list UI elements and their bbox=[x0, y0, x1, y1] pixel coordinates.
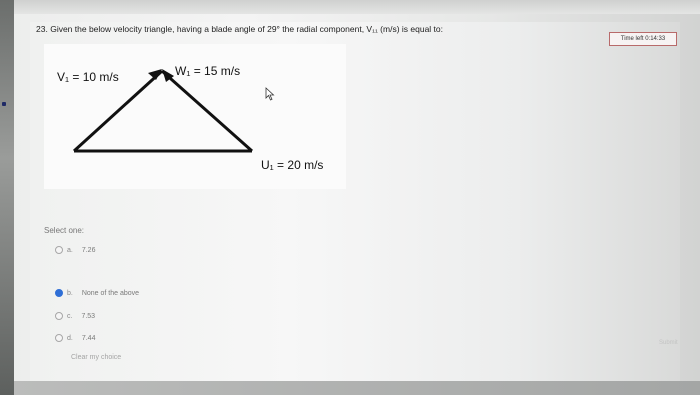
question-number: 23. bbox=[36, 24, 48, 34]
w1-side bbox=[162, 71, 252, 151]
w1-label: W₁ = 15 m/s bbox=[175, 64, 241, 78]
bottom-edge bbox=[14, 381, 700, 395]
clear-choice-link[interactable]: Clear my choice bbox=[71, 354, 122, 361]
submit-link[interactable]: Submit bbox=[659, 340, 678, 346]
option-a-value: 7.26 bbox=[81, 246, 96, 254]
option-c-letter: c. bbox=[67, 312, 73, 320]
edge-marker bbox=[2, 102, 6, 106]
option-b[interactable] bbox=[55, 287, 139, 299]
option-d-letter: d. bbox=[67, 334, 73, 342]
option-c[interactable] bbox=[55, 310, 95, 322]
top-edge bbox=[14, 0, 700, 14]
option-a-radio[interactable] bbox=[55, 246, 63, 254]
option-d[interactable] bbox=[55, 332, 95, 344]
question-text bbox=[36, 24, 576, 34]
mouse-pointer-icon bbox=[265, 87, 275, 101]
time-left-badge: Time left 0:14:33 bbox=[609, 32, 677, 46]
option-d-value: 7.44 bbox=[81, 334, 96, 342]
option-b-letter: b. bbox=[67, 289, 73, 297]
option-a[interactable] bbox=[55, 244, 95, 256]
option-c-radio[interactable] bbox=[55, 312, 63, 320]
option-d-radio[interactable] bbox=[55, 334, 63, 342]
option-b-value: None of the above bbox=[81, 289, 140, 297]
u1-label: U₁ = 20 m/s bbox=[261, 158, 324, 172]
v1-label: V₁ = 10 m/s bbox=[57, 70, 119, 84]
select-one-prompt: Select one: bbox=[44, 226, 85, 235]
option-b-radio[interactable] bbox=[55, 289, 63, 297]
question-body: Given the below velocity triangle, having a blade angle of 29° the radial component, V₁₁ (m/s) is equal to: bbox=[50, 24, 444, 34]
option-a-letter: a. bbox=[67, 246, 73, 254]
option-c-value: 7.53 bbox=[81, 312, 96, 320]
left-edge bbox=[0, 0, 14, 395]
